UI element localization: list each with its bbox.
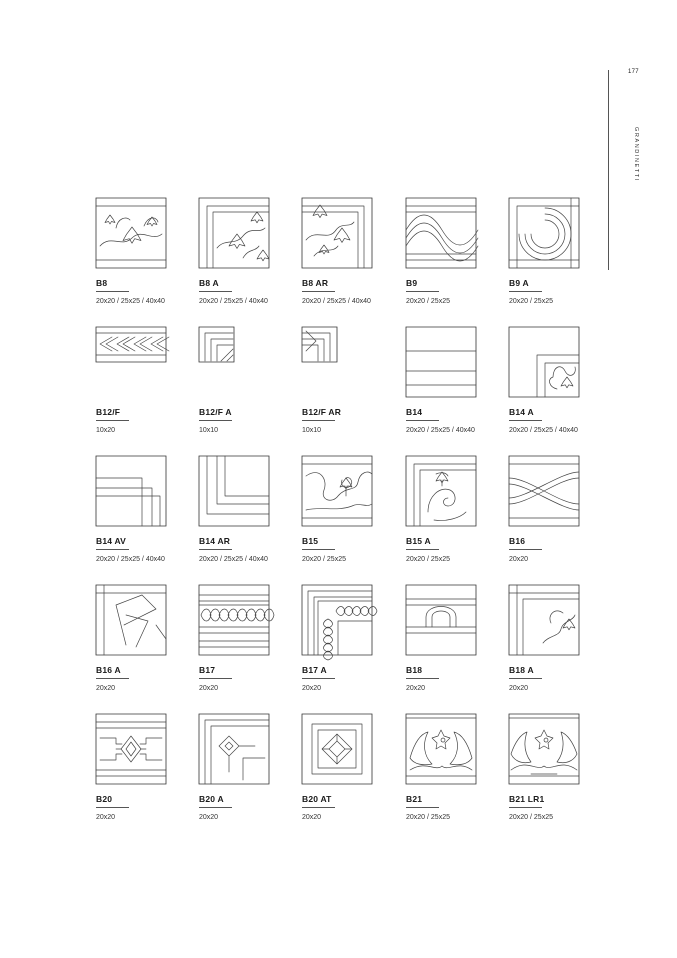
section-label: GRANDINETTI <box>633 127 639 182</box>
tile-pattern-drawing <box>509 456 579 526</box>
tile-pattern-drawing <box>302 327 337 362</box>
tile-sizes: 20x20 <box>96 685 116 692</box>
tile-sizes: 20x20 <box>96 814 116 821</box>
tile-code: B18 <box>406 665 423 675</box>
tile-code: B14 AR <box>199 536 231 546</box>
tile-pattern-drawing <box>96 585 166 655</box>
tile-pattern-drawing <box>509 327 579 397</box>
tile-sizes: 20x20 / 25x25 <box>509 298 553 305</box>
tile-sizes: 20x20 / 25x25 <box>302 556 346 563</box>
tile-code-underline <box>96 678 129 679</box>
tile-sizes: 20x20 / 25x25 / 40x40 <box>96 556 165 563</box>
tile-sizes: 20x20 / 25x25 / 40x40 <box>199 298 268 305</box>
tile-code: B12/F <box>96 407 121 417</box>
tile-code-underline <box>199 549 232 550</box>
tile-pattern-drawing <box>96 198 166 268</box>
tile-code: B9 A <box>509 278 529 288</box>
tile-code-underline <box>509 807 542 808</box>
tile-pattern-drawing <box>96 327 166 362</box>
tile-pattern-drawing <box>406 714 476 784</box>
tile-sizes: 20x20 <box>302 685 322 692</box>
tile-code-underline <box>509 291 542 292</box>
tile-pattern-drawing <box>509 198 579 268</box>
tile-code-underline <box>302 420 335 421</box>
tile-code-underline <box>96 807 129 808</box>
tile-pattern-drawing <box>199 327 234 362</box>
tile-sizes: 10x10 <box>302 427 322 434</box>
tile-code-underline <box>406 420 439 421</box>
tile-sizes: 20x20 / 25x25 <box>406 814 450 821</box>
tile-code: B17 A <box>302 665 327 675</box>
tile-code: B12/F A <box>199 407 232 417</box>
tile-code: B15 <box>302 536 319 546</box>
tile-code-underline <box>406 807 439 808</box>
tile-sizes: 20x20 / 25x25 <box>509 814 553 821</box>
tile-code: B20 <box>96 794 113 804</box>
tile-sizes: 20x20 <box>302 814 322 821</box>
page-number: 177 <box>628 69 639 75</box>
tile-pattern-drawing <box>199 714 269 784</box>
tile-code: B18 A <box>509 665 534 675</box>
tile-sizes: 20x20 <box>406 685 426 692</box>
tile-code: B14 <box>406 407 423 417</box>
tile-pattern-drawing <box>96 714 166 784</box>
tile-code-underline <box>509 549 542 550</box>
tile-sizes: 20x20 / 25x25 / 40x40 <box>96 298 165 305</box>
tile-code-underline <box>302 807 335 808</box>
tile-sizes: 20x20 / 25x25 <box>406 298 450 305</box>
tile-code: B15 A <box>406 536 431 546</box>
tile-pattern-drawing <box>302 585 372 655</box>
tile-pattern-drawing <box>406 456 476 526</box>
tile-pattern-drawing <box>302 456 372 526</box>
tile-sizes: 20x20 / 25x25 / 40x40 <box>509 427 578 434</box>
tile-sizes: 20x20 <box>199 814 219 821</box>
tile-code-underline <box>509 678 542 679</box>
tile-pattern-drawing <box>302 714 372 784</box>
tile-code: B20 AT <box>302 794 332 804</box>
tile-sizes: 10x20 <box>96 427 116 434</box>
tile-code: B12/F AR <box>302 407 342 417</box>
tile-code-underline <box>406 678 439 679</box>
tile-code: B14 AV <box>96 536 127 546</box>
tile-code: B8 A <box>199 278 219 288</box>
tile-code-underline <box>302 678 335 679</box>
tile-code: B14 A <box>509 407 534 417</box>
tile-code-underline <box>199 678 232 679</box>
tile-code-underline <box>406 549 439 550</box>
tile-code: B20 A <box>199 794 224 804</box>
tile-code-underline <box>509 420 542 421</box>
tile-code-underline <box>302 291 335 292</box>
tile-sizes: 20x20 / 25x25 / 40x40 <box>406 427 475 434</box>
tile-code: B8 <box>96 278 108 288</box>
tile-code-underline <box>199 291 232 292</box>
tile-sizes: 20x20 / 25x25 <box>406 556 450 563</box>
tile-pattern-drawing <box>96 456 166 526</box>
tile-pattern-drawing <box>199 585 269 655</box>
tile-pattern-drawing <box>199 198 269 268</box>
tile-code-underline <box>199 807 232 808</box>
tile-pattern-drawing <box>509 714 579 784</box>
tile-code: B17 <box>199 665 216 675</box>
tile-code-underline <box>406 291 439 292</box>
tile-pattern-drawing <box>406 198 476 268</box>
tile-code-underline <box>199 420 232 421</box>
tile-code: B16 <box>509 536 526 546</box>
tile-code-underline <box>96 549 129 550</box>
tile-pattern-drawing <box>302 198 372 268</box>
side-divider <box>608 70 609 270</box>
tile-pattern-drawing <box>199 456 269 526</box>
tile-pattern-drawing <box>509 585 579 655</box>
tile-code: B16 A <box>96 665 121 675</box>
tile-code-underline <box>302 549 335 550</box>
tile-code-underline <box>96 420 129 421</box>
tile-sizes: 20x20 <box>199 685 219 692</box>
tile-sizes: 20x20 / 25x25 / 40x40 <box>302 298 371 305</box>
tile-code: B8 AR <box>302 278 329 288</box>
tile-code: B9 <box>406 278 418 288</box>
tile-code: B21 LR1 <box>509 794 545 804</box>
tile-sizes: 10x10 <box>199 427 219 434</box>
tile-pattern-drawing <box>406 585 476 655</box>
tile-sizes: 20x20 / 25x25 / 40x40 <box>199 556 268 563</box>
tile-sizes: 20x20 <box>509 685 529 692</box>
tile-pattern-drawing <box>406 327 476 397</box>
tile-code-underline <box>96 291 129 292</box>
tile-code: B21 <box>406 794 423 804</box>
tile-sizes: 20x20 <box>509 556 529 563</box>
